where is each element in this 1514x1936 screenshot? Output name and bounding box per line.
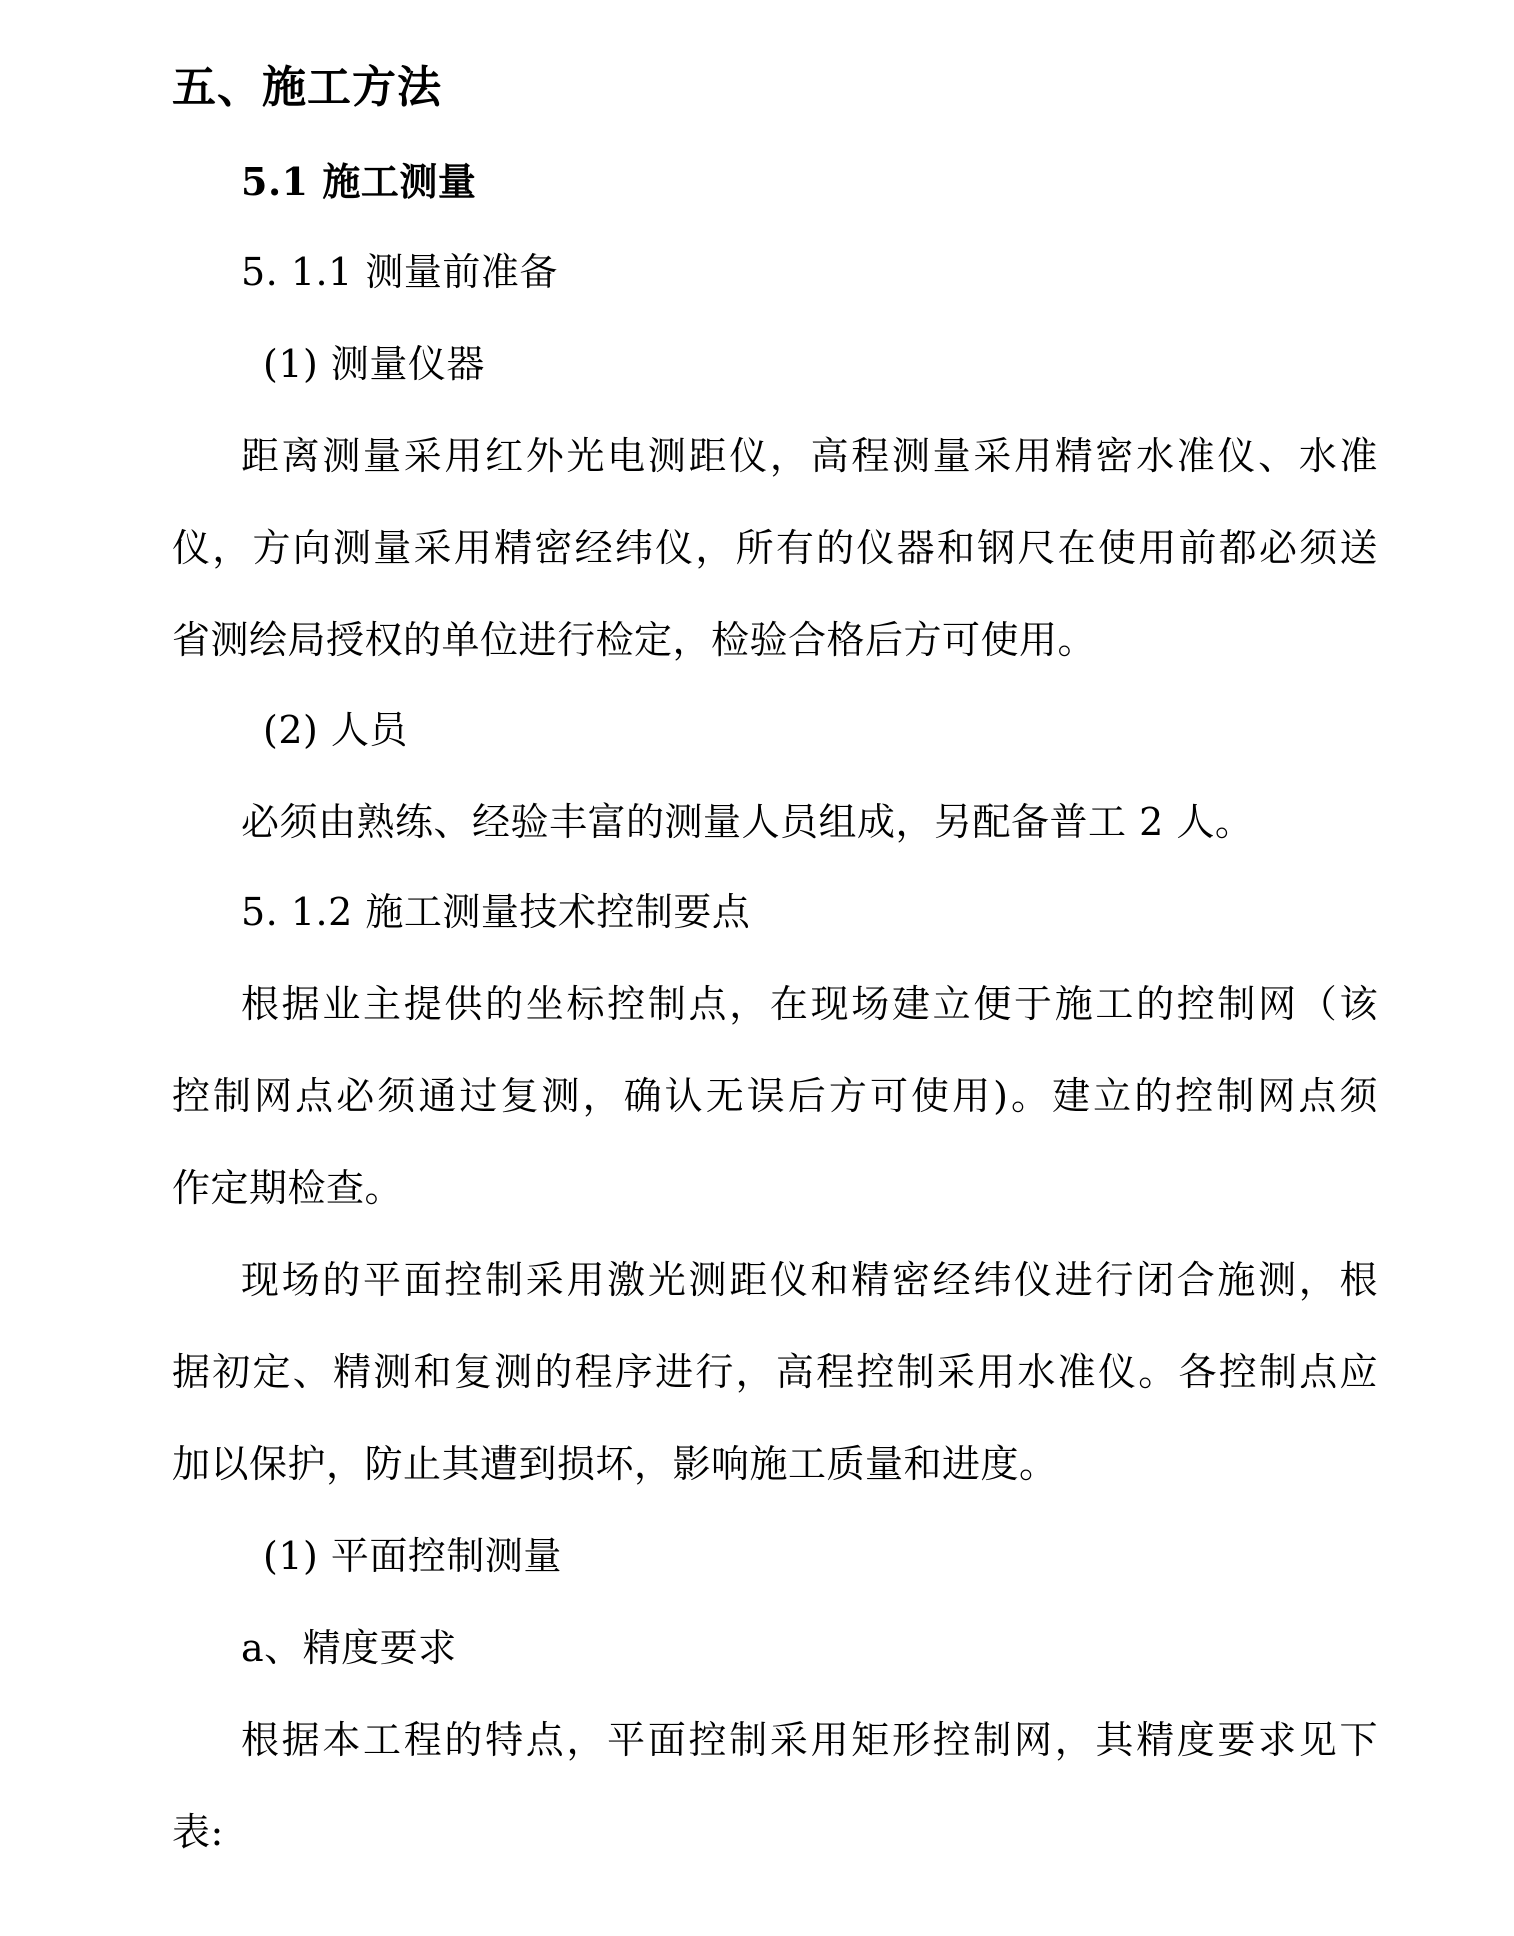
section-heading-5-1: 5.1 施工测量: [241, 159, 477, 204]
paragraph-line: 距离测量采用红外光电测距仪，高程测量采用精密水准仪、水准: [241, 434, 1378, 478]
paragraph-line: 根据业主提供的坐标控制点，在现场建立便于施工的控制网（该: [241, 982, 1378, 1026]
section-heading-5-1-2: 5. 1.2 施工测量技术控制要点: [241, 890, 751, 934]
sub-heading-accuracy: a、精度要求: [241, 1626, 457, 1670]
paragraph-line: 加以保护，防止其遭到损坏，影响施工质量和进度。: [172, 1442, 1058, 1486]
section-heading-5-1-1: 5. 1.1 测量前准备: [241, 250, 558, 294]
paragraph-line: 必须由熟练、经验丰富的测量人员组成，另配备普工 2 人。: [241, 800, 1254, 844]
paragraph-line: 控制网点必须通过复测，确认无误后方可使用)。建立的控制网点须: [172, 1074, 1378, 1118]
paragraph-line: 表:: [172, 1810, 224, 1854]
paragraph-line: 现场的平面控制采用激光测距仪和精密经纬仪进行闭合施测，根: [241, 1258, 1378, 1302]
item-heading-plane-control: (1) 平面控制测量: [263, 1534, 562, 1578]
paragraph-line: 据初定、精测和复测的程序进行，高程控制采用水准仪。各控制点应: [172, 1350, 1378, 1394]
paragraph-line: 作定期检查。: [172, 1166, 404, 1210]
item-heading-instruments: (1) 测量仪器: [263, 342, 485, 386]
chapter-title: 五、施工方法: [172, 62, 442, 113]
paragraph-line: 省测绘局授权的单位进行检定，检验合格后方可使用。: [172, 618, 1097, 662]
paragraph-line: 仪，方向测量采用精密经纬仪，所有的仪器和钢尺在使用前都必须送: [172, 526, 1378, 570]
paragraph-line: 根据本工程的特点，平面控制采用矩形控制网，其精度要求见下: [241, 1718, 1378, 1762]
item-heading-personnel: (2) 人员: [263, 708, 408, 752]
